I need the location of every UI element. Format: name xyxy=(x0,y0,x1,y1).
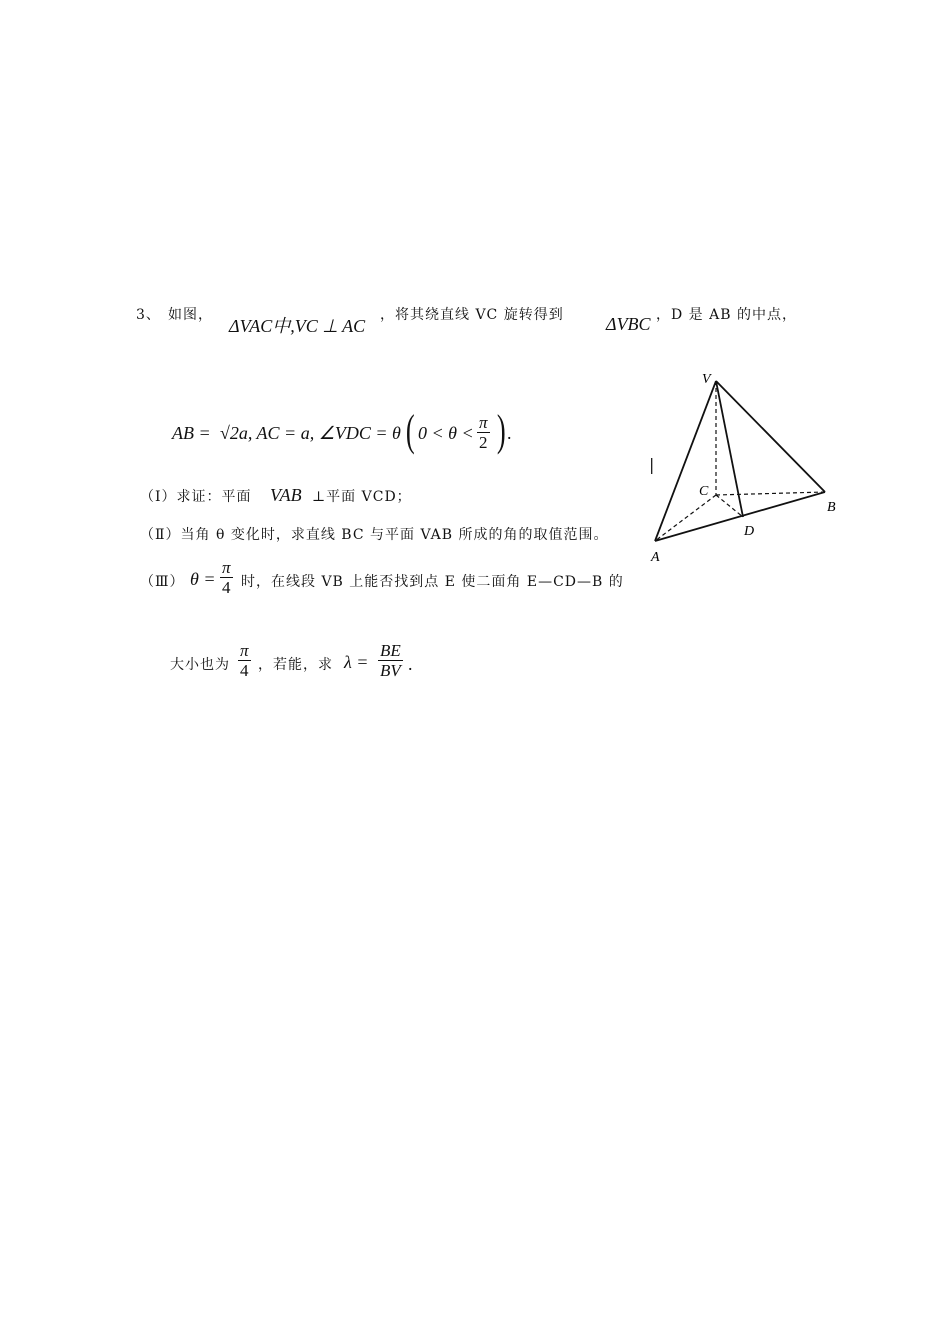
part3-pi: π xyxy=(222,558,231,577)
pyramid-figure xyxy=(645,365,845,565)
given-ab: AB = xyxy=(172,423,211,443)
part3-rest: 时，在线段 VB 上能否找到点 E 使二面角 E—CD—B 的 xyxy=(241,574,624,590)
given-range: 0 < θ < xyxy=(418,423,474,443)
given-pi: π xyxy=(479,413,488,432)
triangle-vbc-formula: ΔVBC xyxy=(606,314,651,334)
problem-number: 3、 xyxy=(136,307,161,323)
label-d: D xyxy=(744,524,755,539)
intro-text-2: ，将其绕直线 VC 旋转得到 xyxy=(380,307,564,323)
given-period: . xyxy=(507,423,512,443)
given-two: 2 xyxy=(479,433,488,452)
part3-theta-eq: θ = xyxy=(190,569,216,589)
part3-label: （Ⅲ） xyxy=(140,574,185,590)
intro-text-3: ，D 是 AB 的中点， xyxy=(656,307,797,323)
part3-four: 4 xyxy=(222,578,231,597)
part3-be: BE xyxy=(380,641,401,660)
given-conditions: √2a, AC = a, ∠VDC = θ xyxy=(220,423,401,443)
label-a: A xyxy=(651,550,660,565)
part3-line2-start: 大小也为 xyxy=(170,657,230,673)
part2-text: （Ⅱ）当角 θ 变化时，求直线 BC 与平面 VAB 所成的角的取值范围。 xyxy=(140,527,609,543)
label-b: B xyxy=(827,500,836,515)
given-paren-close: ) xyxy=(496,406,506,455)
part3-pi2: π xyxy=(240,641,249,660)
edge-vd xyxy=(716,381,743,517)
edge-cb xyxy=(716,492,825,495)
part1-plane-vab: VAB xyxy=(270,485,302,505)
given-pi-over-2 xyxy=(477,413,490,452)
part3-pi-over-4 xyxy=(220,558,233,597)
part1-rest: ⊥平面 VCD； xyxy=(312,489,412,505)
part3-pi-over-4-second xyxy=(238,641,251,680)
label-c: C xyxy=(699,484,709,499)
stray-mark: | xyxy=(649,455,656,474)
label-v: V xyxy=(702,372,711,387)
part3-line2-mid: ，若能，求 xyxy=(258,657,333,673)
part3-be-over-bv xyxy=(378,641,403,680)
part1-label: （Ⅰ）求证：平面 xyxy=(140,489,252,505)
intro-text-1: 如图， xyxy=(168,307,213,323)
edge-vb xyxy=(716,381,825,492)
part3-four2: 4 xyxy=(240,661,249,680)
part3-lambda-eq: λ = xyxy=(344,652,369,672)
given-paren-open: ( xyxy=(405,406,415,455)
edge-va xyxy=(655,381,716,541)
part3-bv: BV xyxy=(380,661,401,680)
part3-period: . xyxy=(408,654,413,674)
triangle-vac-formula: ΔVAC中,VC ⊥ AC xyxy=(229,316,366,336)
